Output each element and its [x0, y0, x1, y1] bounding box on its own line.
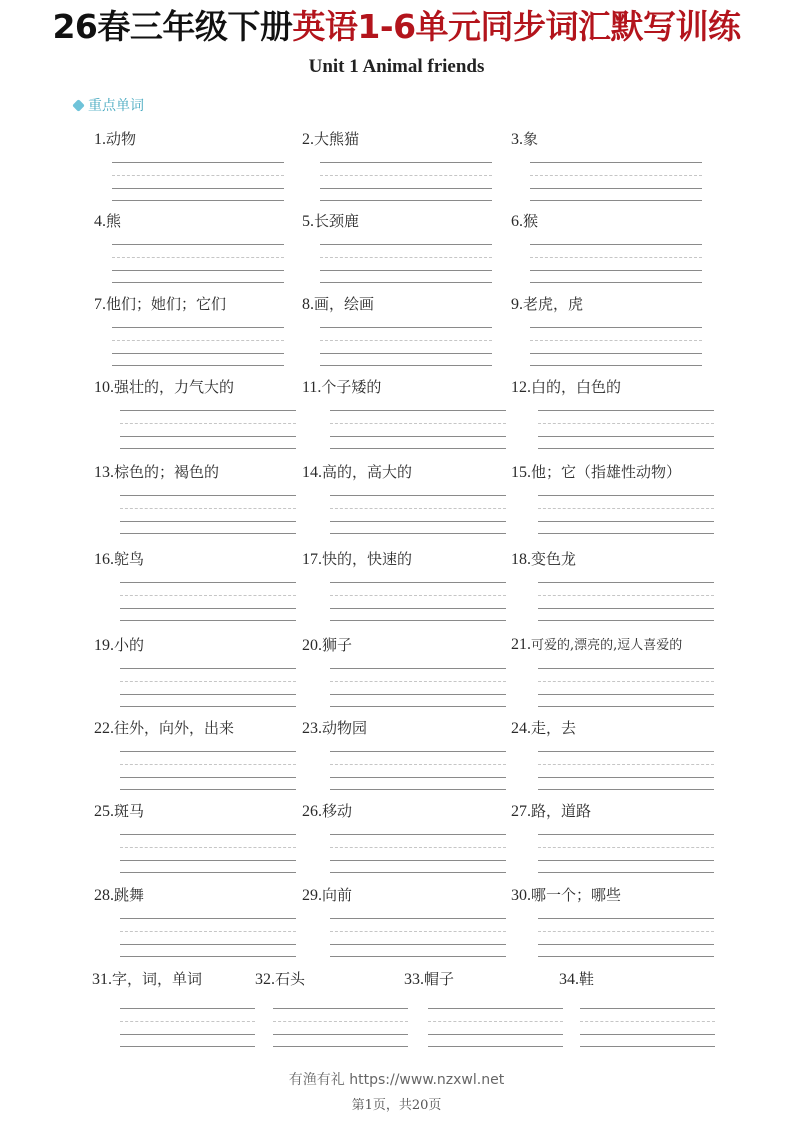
solid-guide-line	[120, 668, 296, 669]
vocab-item-prompt	[92, 968, 202, 989]
four-line-writing-area[interactable]	[530, 162, 702, 202]
item-number: 19.	[94, 637, 114, 654]
solid-guide-line	[330, 608, 506, 609]
item-number: 25.	[94, 803, 114, 820]
item-number: 24.	[511, 720, 531, 737]
item-number: 13.	[94, 464, 114, 481]
solid-guide-line	[320, 188, 492, 189]
vocab-item-prompt	[511, 634, 682, 654]
vocab-item-prompt	[302, 210, 359, 231]
vocab-item-prompt	[511, 376, 621, 397]
solid-guide-line	[530, 270, 702, 271]
four-line-writing-area[interactable]	[538, 751, 714, 791]
solid-guide-line	[120, 1008, 255, 1009]
item-number: 33.	[404, 971, 424, 988]
dashed-guide-line	[428, 1021, 563, 1022]
item-chinese-meaning: 长颈鹿	[314, 212, 360, 230]
item-number: 34.	[559, 971, 579, 988]
four-line-writing-area[interactable]	[120, 834, 296, 874]
vocab-item-prompt	[302, 128, 359, 149]
solid-guide-line	[330, 860, 506, 861]
dashed-guide-line	[112, 340, 284, 341]
dashed-guide-line	[320, 257, 492, 258]
dashed-guide-line	[330, 764, 506, 765]
vocab-item-prompt	[94, 293, 226, 314]
item-number: 21.	[511, 636, 531, 653]
banner-grade-text: 26春三年级下册	[52, 7, 293, 46]
solid-guide-line	[330, 872, 506, 873]
solid-guide-line	[120, 620, 296, 621]
dashed-guide-line	[530, 340, 702, 341]
solid-guide-line	[538, 834, 714, 835]
solid-guide-line	[530, 282, 702, 283]
item-chinese-meaning: 斑马	[114, 802, 145, 820]
vocab-item-prompt	[94, 634, 144, 655]
vocab-item-prompt	[302, 800, 352, 821]
solid-guide-line	[538, 956, 714, 957]
item-chinese-meaning: 画，绘画	[314, 295, 375, 313]
four-line-writing-area[interactable]	[538, 582, 714, 622]
solid-guide-line	[120, 1034, 255, 1035]
solid-guide-line	[320, 200, 492, 201]
solid-guide-line	[120, 436, 296, 437]
item-number: 1.	[94, 131, 106, 148]
item-chinese-meaning: 象	[523, 130, 539, 148]
four-line-writing-area[interactable]	[538, 668, 714, 708]
solid-guide-line	[530, 327, 702, 328]
dashed-guide-line	[538, 508, 714, 509]
solid-guide-line	[530, 200, 702, 201]
solid-guide-line	[330, 751, 506, 752]
vocab-item-prompt	[94, 128, 136, 149]
solid-guide-line	[538, 944, 714, 945]
vocab-item-prompt	[94, 800, 144, 821]
solid-guide-line	[330, 918, 506, 919]
solid-guide-line	[330, 944, 506, 945]
item-chinese-meaning: 鞋	[579, 970, 595, 988]
solid-guide-line	[330, 668, 506, 669]
solid-guide-line	[120, 521, 296, 522]
item-chinese-meaning: 他们；她们；它们	[106, 295, 227, 313]
item-number: 11.	[302, 379, 322, 396]
solid-guide-line	[120, 706, 296, 707]
item-chinese-meaning: 走，去	[531, 719, 577, 737]
dashed-guide-line	[120, 1021, 255, 1022]
solid-guide-line	[330, 777, 506, 778]
dashed-guide-line	[538, 681, 714, 682]
solid-guide-line	[120, 1046, 255, 1047]
solid-guide-line	[320, 365, 492, 366]
four-line-writing-area[interactable]	[120, 918, 296, 958]
vocab-item-prompt	[511, 800, 591, 821]
dashed-guide-line	[330, 508, 506, 509]
solid-guide-line	[538, 436, 714, 437]
solid-guide-line	[120, 918, 296, 919]
solid-guide-line	[120, 608, 296, 609]
four-line-writing-area[interactable]	[120, 668, 296, 708]
solid-guide-line	[538, 789, 714, 790]
four-line-writing-area[interactable]	[330, 751, 506, 791]
solid-guide-line	[112, 282, 284, 283]
solid-guide-line	[320, 327, 492, 328]
dashed-guide-line	[120, 681, 296, 682]
solid-guide-line	[330, 834, 506, 835]
solid-guide-line	[530, 365, 702, 366]
solid-guide-line	[120, 777, 296, 778]
item-number: 6.	[511, 213, 523, 230]
dashed-guide-line	[538, 595, 714, 596]
item-number: 31.	[92, 971, 112, 988]
solid-guide-line	[120, 448, 296, 449]
solid-guide-line	[330, 789, 506, 790]
dashed-guide-line	[120, 595, 296, 596]
item-number: 20.	[302, 637, 322, 654]
dashed-guide-line	[538, 764, 714, 765]
vocab-item-prompt	[94, 548, 144, 569]
item-chinese-meaning: 白的，白色的	[531, 378, 622, 396]
item-number: 10.	[94, 379, 114, 396]
document-banner-title	[0, 2, 793, 52]
solid-guide-line	[330, 448, 506, 449]
solid-guide-line	[580, 1046, 715, 1047]
solid-guide-line	[330, 436, 506, 437]
vocab-item-prompt	[94, 376, 234, 397]
solid-guide-line	[120, 751, 296, 752]
item-number: 26.	[302, 803, 322, 820]
four-line-writing-area[interactable]	[538, 834, 714, 874]
item-chinese-meaning: 可爱的,漂亮的,逗人喜爱的	[531, 638, 683, 653]
solid-guide-line	[273, 1046, 408, 1047]
four-line-writing-area[interactable]	[428, 1008, 563, 1048]
solid-guide-line	[330, 582, 506, 583]
item-number: 22.	[94, 720, 114, 737]
dashed-guide-line	[320, 175, 492, 176]
solid-guide-line	[320, 353, 492, 354]
solid-guide-line	[120, 582, 296, 583]
four-line-writing-area[interactable]	[330, 918, 506, 958]
dashed-guide-line	[330, 847, 506, 848]
vocab-item-prompt	[302, 293, 374, 314]
solid-guide-line	[120, 860, 296, 861]
item-chinese-meaning: 熊	[106, 212, 122, 230]
vocab-item-prompt	[302, 634, 352, 655]
dashed-guide-line	[112, 257, 284, 258]
vocab-item-prompt	[302, 548, 412, 569]
item-chinese-meaning: 快的，快速的	[322, 550, 413, 568]
item-chinese-meaning: 动物园	[322, 719, 368, 737]
vocab-item-prompt	[511, 293, 583, 314]
four-line-writing-area[interactable]	[120, 495, 296, 535]
four-line-writing-area[interactable]	[120, 1008, 255, 1048]
solid-guide-line	[112, 162, 284, 163]
item-number: 5.	[302, 213, 314, 230]
solid-guide-line	[538, 448, 714, 449]
solid-guide-line	[330, 706, 506, 707]
solid-guide-line	[273, 1008, 408, 1009]
item-number: 12.	[511, 379, 531, 396]
item-number: 14.	[302, 464, 322, 481]
solid-guide-line	[330, 956, 506, 957]
solid-guide-line	[530, 188, 702, 189]
four-line-writing-area[interactable]	[538, 410, 714, 450]
dashed-guide-line	[273, 1021, 408, 1022]
solid-guide-line	[428, 1008, 563, 1009]
solid-guide-line	[112, 200, 284, 201]
solid-guide-line	[330, 410, 506, 411]
item-number: 8.	[302, 296, 314, 313]
item-number: 15.	[511, 464, 531, 481]
solid-guide-line	[320, 244, 492, 245]
item-number: 17.	[302, 551, 322, 568]
solid-guide-line	[320, 282, 492, 283]
vocab-item-prompt	[511, 461, 681, 482]
vocab-item-prompt	[302, 461, 412, 482]
item-chinese-meaning: 帽子	[424, 970, 455, 988]
item-chinese-meaning: 猴	[523, 212, 539, 230]
item-chinese-meaning: 老虎，虎	[523, 295, 584, 313]
vocab-item-prompt	[404, 968, 454, 989]
item-number: 18.	[511, 551, 531, 568]
four-line-writing-area[interactable]	[530, 327, 702, 367]
solid-guide-line	[538, 410, 714, 411]
four-line-writing-area[interactable]	[330, 582, 506, 622]
four-line-writing-area[interactable]	[530, 244, 702, 284]
dashed-guide-line	[120, 423, 296, 424]
four-line-writing-area[interactable]	[330, 495, 506, 535]
dashed-guide-line	[120, 931, 296, 932]
item-number: 2.	[302, 131, 314, 148]
solid-guide-line	[538, 608, 714, 609]
solid-guide-line	[330, 495, 506, 496]
item-number: 30.	[511, 887, 531, 904]
solid-guide-line	[112, 188, 284, 189]
item-chinese-meaning: 棕色的；褐色的	[114, 463, 220, 481]
vocab-item-prompt	[511, 128, 538, 149]
vocab-item-prompt	[94, 210, 121, 231]
solid-guide-line	[538, 706, 714, 707]
item-chinese-meaning: 石头	[275, 970, 306, 988]
dashed-guide-line	[330, 423, 506, 424]
item-chinese-meaning: 往外，向外，出来	[114, 719, 235, 737]
four-line-writing-area[interactable]	[320, 244, 492, 284]
vocab-item-prompt	[302, 717, 367, 738]
solid-guide-line	[112, 327, 284, 328]
four-line-writing-area[interactable]	[320, 162, 492, 202]
solid-guide-line	[530, 162, 702, 163]
item-chinese-meaning: 高的，高大的	[322, 463, 413, 481]
solid-guide-line	[112, 244, 284, 245]
solid-guide-line	[273, 1034, 408, 1035]
vocab-item-prompt	[559, 968, 594, 989]
dashed-guide-line	[330, 595, 506, 596]
solid-guide-line	[530, 353, 702, 354]
solid-guide-line	[580, 1008, 715, 1009]
banner-subject-text: 英语1-6单元同步词汇默写训练	[292, 7, 741, 46]
vocab-item-prompt	[511, 717, 576, 738]
item-chinese-meaning: 鸵鸟	[114, 550, 145, 568]
item-chinese-meaning: 跳舞	[114, 886, 145, 904]
dashed-guide-line	[530, 175, 702, 176]
item-number: 29.	[302, 887, 322, 904]
solid-guide-line	[538, 860, 714, 861]
item-number: 27.	[511, 803, 531, 820]
diamond-bullet-icon	[72, 99, 85, 112]
solid-guide-line	[428, 1034, 563, 1035]
item-chinese-meaning: 字，词，单词	[112, 970, 203, 988]
item-chinese-meaning: 向前	[322, 886, 353, 904]
vocab-item-prompt	[511, 884, 621, 905]
item-number: 4.	[94, 213, 106, 230]
solid-guide-line	[538, 751, 714, 752]
dashed-guide-line	[330, 681, 506, 682]
item-chinese-meaning: 变色龙	[531, 550, 577, 568]
dashed-guide-line	[120, 508, 296, 509]
dashed-guide-line	[530, 257, 702, 258]
solid-guide-line	[538, 918, 714, 919]
vocab-item-prompt	[94, 461, 219, 482]
solid-guide-line	[538, 533, 714, 534]
solid-guide-line	[428, 1046, 563, 1047]
item-chinese-meaning: 哪一个；哪些	[531, 886, 622, 904]
solid-guide-line	[120, 944, 296, 945]
four-line-writing-area[interactable]	[330, 668, 506, 708]
item-number: 32.	[255, 971, 275, 988]
solid-guide-line	[320, 270, 492, 271]
dashed-guide-line	[538, 847, 714, 848]
item-chinese-meaning: 移动	[322, 802, 353, 820]
solid-guide-line	[330, 620, 506, 621]
solid-guide-line	[120, 495, 296, 496]
vocab-item-prompt	[255, 968, 305, 989]
section-label-key-words	[74, 95, 144, 115]
vocab-item-prompt	[94, 884, 144, 905]
solid-guide-line	[120, 789, 296, 790]
four-line-writing-area[interactable]	[112, 244, 284, 284]
four-line-writing-area[interactable]	[330, 834, 506, 874]
four-line-writing-area[interactable]	[538, 918, 714, 958]
solid-guide-line	[538, 521, 714, 522]
solid-guide-line	[330, 533, 506, 534]
item-chinese-meaning: 小的	[114, 636, 145, 654]
dashed-guide-line	[120, 847, 296, 848]
solid-guide-line	[330, 521, 506, 522]
item-number: 9.	[511, 296, 523, 313]
solid-guide-line	[538, 620, 714, 621]
footer-page-number: 第1页，共20页	[351, 1098, 442, 1113]
section-label-text: 重点单词	[88, 98, 144, 114]
solid-guide-line	[112, 353, 284, 354]
solid-guide-line	[538, 582, 714, 583]
four-line-writing-area[interactable]	[120, 751, 296, 791]
solid-guide-line	[120, 694, 296, 695]
dashed-guide-line	[538, 931, 714, 932]
dashed-guide-line	[330, 931, 506, 932]
four-line-writing-area[interactable]	[580, 1008, 715, 1048]
vocab-item-prompt	[511, 210, 538, 231]
solid-guide-line	[120, 834, 296, 835]
four-line-writing-area[interactable]	[120, 582, 296, 622]
solid-guide-line	[120, 533, 296, 534]
item-chinese-meaning: 大熊猫	[314, 130, 360, 148]
unit-title: Unit 1 Animal friends	[308, 56, 485, 77]
item-chinese-meaning: 动物	[106, 130, 137, 148]
dashed-guide-line	[320, 340, 492, 341]
item-number: 3.	[511, 131, 523, 148]
solid-guide-line	[112, 365, 284, 366]
four-line-writing-area[interactable]	[120, 410, 296, 450]
dashed-guide-line	[112, 175, 284, 176]
item-number: 28.	[94, 887, 114, 904]
solid-guide-line	[120, 956, 296, 957]
solid-guide-line	[530, 244, 702, 245]
item-chinese-meaning: 狮子	[322, 636, 353, 654]
dashed-guide-line	[580, 1021, 715, 1022]
solid-guide-line	[538, 668, 714, 669]
solid-guide-line	[580, 1034, 715, 1035]
four-line-writing-area[interactable]	[538, 495, 714, 535]
item-number: 23.	[302, 720, 322, 737]
solid-guide-line	[120, 872, 296, 873]
solid-guide-line	[112, 270, 284, 271]
item-chinese-meaning: 个子矮的	[321, 378, 382, 396]
four-line-writing-area[interactable]	[320, 327, 492, 367]
vocab-item-prompt	[94, 717, 234, 738]
dashed-guide-line	[538, 423, 714, 424]
four-line-writing-area[interactable]	[112, 327, 284, 367]
item-chinese-meaning: 他；它（指雄性动物）	[531, 463, 682, 481]
solid-guide-line	[120, 410, 296, 411]
solid-guide-line	[320, 162, 492, 163]
footer-site-watermark: 有渔有礼 https://www.nzxwl.net	[288, 1072, 505, 1088]
dashed-guide-line	[120, 764, 296, 765]
solid-guide-line	[538, 694, 714, 695]
vocab-item-prompt	[302, 376, 381, 397]
solid-guide-line	[538, 872, 714, 873]
vocab-item-prompt	[302, 884, 352, 905]
item-chinese-meaning: 强壮的，力气大的	[114, 378, 235, 396]
item-number: 7.	[94, 296, 106, 313]
item-number: 16.	[94, 551, 114, 568]
four-line-writing-area[interactable]	[330, 410, 506, 450]
vocab-item-prompt	[511, 548, 576, 569]
item-chinese-meaning: 路，道路	[531, 802, 592, 820]
solid-guide-line	[330, 694, 506, 695]
four-line-writing-area[interactable]	[273, 1008, 408, 1048]
four-line-writing-area[interactable]	[112, 162, 284, 202]
solid-guide-line	[538, 495, 714, 496]
solid-guide-line	[538, 777, 714, 778]
